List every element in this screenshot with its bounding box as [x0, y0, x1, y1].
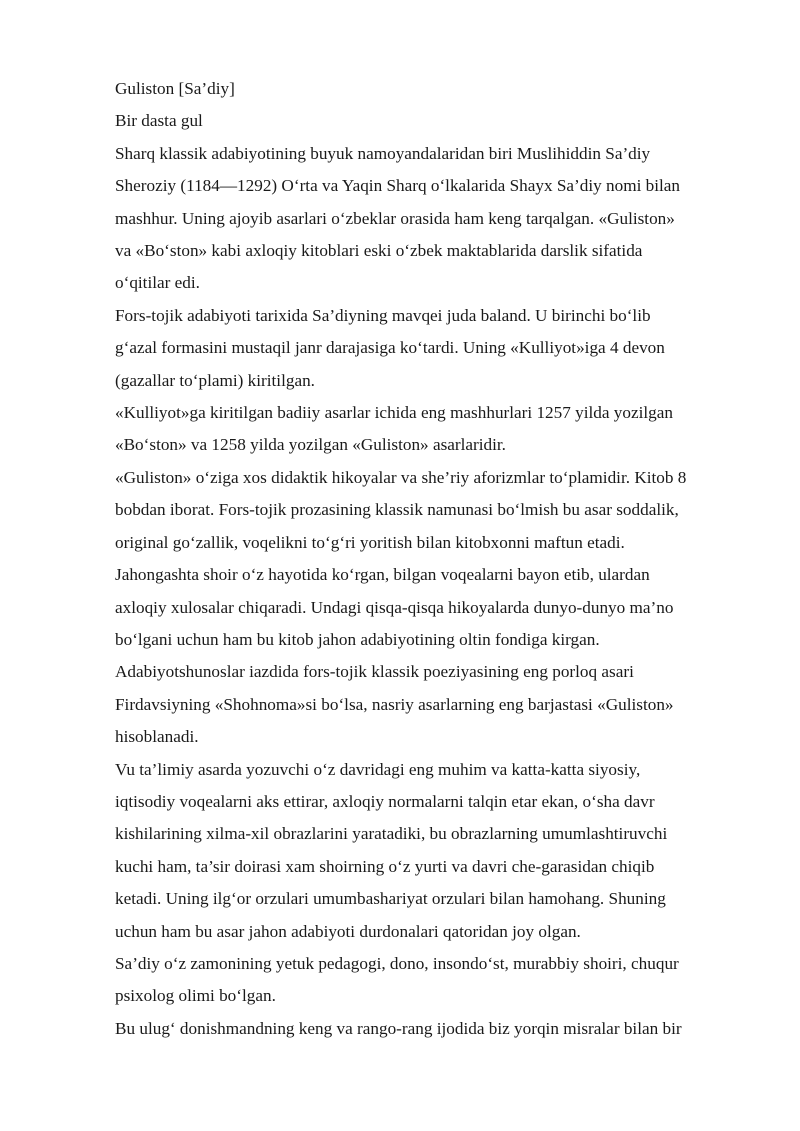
paragraph-1: Sharq klassik adabiyotining buyuk namoyandalaridan biri Muslihiddin Sa’diy Sheroziy (1184—1292) O‘rta va Yaqin Sharq o‘lkalarida Shayx Sa’diy nomi bilan mashhur. Uning ajoyib asarlari o‘zbeklar orasida ham keng tarqalgan. «Guliston» va «Bo‘ston» kabi axloqiy kitoblari eski o‘zbek maktablarida darslik sifatida o‘qitilar edi. [115, 143, 681, 293]
paragraph-2: Fors-tojik adabiyoti tarixida Sa’diyning mavqei juda baland. U birinchi bo‘lib g‘azal formasini mustaqil janr darajasiga ko‘tardi. Uning «Kulliyot»iga 4 devon (gazallar to‘plami) kiritilgan. [115, 305, 665, 390]
paragraph-8: Bu ulug‘ donishmandning keng va rango-rang ijodida biz yorqin misralar bilan bir [115, 1018, 682, 1038]
paragraph-3: «Kulliyot»ga kiritilgan badiiy asarlar ichida eng mashhurlari 1257 yilda yozilgan «Bo‘ston» va 1258 yilda yozilgan «Guliston» asarlaridir. [115, 403, 673, 455]
document-body [115, 73, 755, 1045]
paragraph-4: «Guliston» o‘ziga xos didaktik hikoyalar va she’riy aforizmlar to‘plamidir. Kitob 8 bobdan iborat. Fors-tojik prozasining klassik namunasi bo‘lmish bu asar soddalik, original go‘zallik, voqelikni to‘g‘ri yoritish bilan kitobxonni maftun etadi. Jahongashta shoir o‘z hayotida ko‘rgan, bilgan voqealarni bayon etib, ulardan axloqiy xulosalar chiqaradi. Undagi qisqa-qisqa hikoyalarda dunyo-dunyo ma’no bo‘lgani uchun ham bu kitob jahon adabiyotining oltin fondiga kirgan. [115, 467, 687, 649]
document-subtitle: Bir dasta gul [115, 111, 203, 131]
paragraph-6: Vu ta’limiy asarda yozuvchi o‘z davridagi eng muhim va katta-katta siyosiy, iqtisodiy voqealarni aks ettirar, axloqiy normalarni talqin etar ekan, o‘sha davr kishilarining xilma-xil obrazlarini yaratadiki, bu obrazlarning umumlashtiruvchi kuchi ham, ta’sir doirasi xam shoirning o‘z yurti va davri che-garasidan chiqib ketadi. Uning ilg‘or orzulari umumbashariyat orzulari bilan hamohang. Shuning uchun ham bu asar jahon adabiyoti durdonalari qatoridan joy olgan. [115, 759, 668, 941]
paragraph-5: Adabiyotshunoslar iazdida fors-tojik klassik poeziyasining eng porloq asari Firdavsiyning «Shohnoma»si bo‘lsa, nasriy asarlarning eng barjastasi «Guliston» hisoblanadi. [115, 662, 674, 747]
paragraph-7: Sa’diy o‘z zamonining yetuk pedagogi, dono, insondo‘st, murabbiy shoiri, chuqur psixolog olimi bo‘lgan. [115, 953, 679, 1006]
document-title: Guliston [Sa’diy] [115, 79, 235, 98]
